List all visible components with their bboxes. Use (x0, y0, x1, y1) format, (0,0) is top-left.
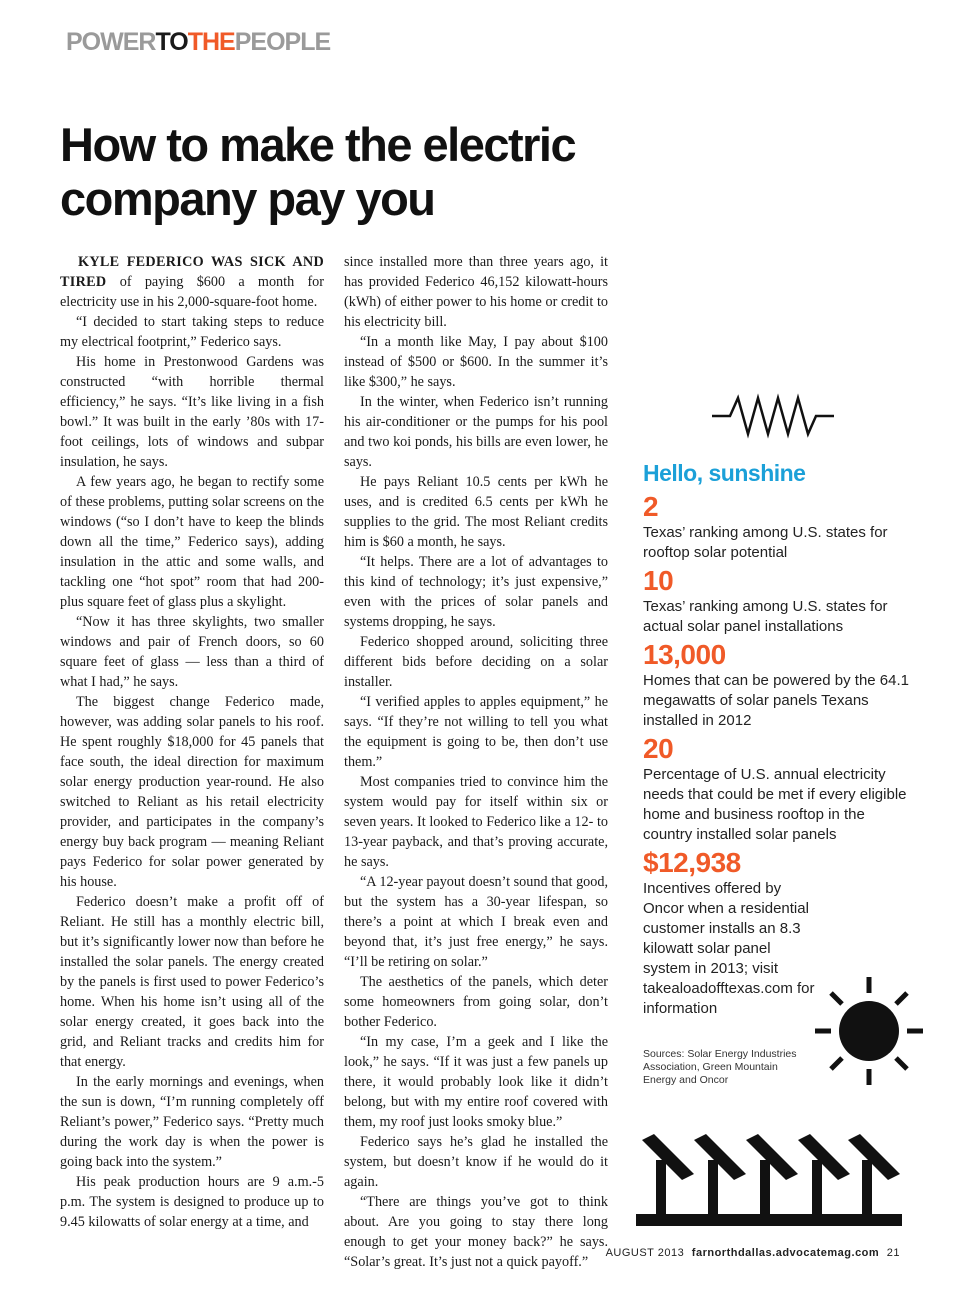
stat-description: Texas’ ranking among U.S. states for rooftop solar potential (643, 524, 888, 561)
paragraph: He pays Reliant 10.5 cents per kWh he uses, and is credited 6.5 cents per kWh he supplies to the grid. The most Reliant credits him is $60 a month, he says. (344, 474, 608, 550)
paragraph: Federico shopped around, soliciting three different bids before deciding on a solar installer. (344, 634, 608, 690)
paragraph: His home in Prestonwood Gardens was constructed “with horrible thermal efficiency,” he says. “It’s like living in a fish bowl.” It was built in the early ’80s with 17-foot ceilings, lots of windows and subpar insulation, he says. (60, 354, 324, 470)
sources-note: Sources: Solar Energy Industries Association, Green Mountain Energy and Oncor (643, 1048, 797, 1086)
paragraph: “It helps. There are a lot of advantages to this kind of technology; it’s just expensive,” even with the prices of solar panels and systems dropping, he says. (344, 554, 608, 630)
stat-item (643, 733, 913, 845)
lead-text: of paying $600 a month for electricity use in his 2,000-square-foot home. (60, 274, 324, 310)
stat-item (643, 565, 913, 637)
stat-value: 10 (643, 565, 674, 596)
paragraph: “Now it has three skylights, two smaller windows and pair of French doors, so 60 square feet of glass — less than a third of what I had,” he says. (60, 614, 324, 690)
paragraph: “There are things you’ve got to think about. Are you going to stay there long enough to get your money back?” he says. “Solar’s great. It’s just not a quick payoff.” (344, 1194, 608, 1270)
lead-in: KYLE FEDERICO WAS SICK AND TIRED (60, 254, 324, 290)
paragraph: His peak production hours are 9 a.m.-5 p.m. The system is designed to produce up to 9.45 kilowatts of solar energy at a time, and (60, 1174, 324, 1230)
article-column-1 (60, 252, 324, 1232)
paragraph: A few years ago, he began to rectify some of these problems, putting solar screens on the windows (“so I don’t have to keep the blinds down all the time,” Federico says), adding insulation in the attic and some walls, and tackling one “hot spot” room that had 200-plus square feet of glass plus a skylight. (60, 474, 324, 610)
issue-date: AUGUST 2013 (605, 1247, 685, 1259)
website-link[interactable]: farnorthdallas.advocatemag.com (691, 1247, 880, 1259)
solar-panels-icon (636, 1132, 902, 1228)
stat-value: 13,000 (643, 639, 726, 670)
resistor-icon (712, 392, 834, 440)
stat-value: 20 (643, 733, 674, 764)
stat-value: 2 (643, 491, 659, 522)
paragraph: “In my case, I’m a geek and I like the look,” he says. “If it was just a few panels up there, it would probably look like it didn’t belong, but with my entire roof covered with them, my roof just looks smoky blue.” (344, 1034, 608, 1130)
paragraph: The biggest change Federico made, however, was adding solar panels to his roof. He spent roughly $18,000 for 45 panels that face south, the ideal direction for maximum solar energy production year-round. He also switched to Reliant as his retail electricity provider, and participates in the company’s energy buy back program — meaning Reliant pays Federico for solar power generated by his house. (60, 694, 324, 890)
page-number: 21 (886, 1247, 900, 1259)
article-column-2 (344, 252, 608, 1272)
paragraph: In the early mornings and evenings, when the sun is down, “I’m running completely off Reliant’s power,” Federico says. “Pretty much during the work day is when the power is going back into the system.” (60, 1074, 324, 1170)
section-head-word: TO (155, 28, 188, 56)
paragraph: since installed more than three years ago, it has provided Federico 46,152 kilowatt-hours (kWh) of either power to his home or credit to his electricity bill. (344, 254, 608, 330)
section-head-word: POWER (66, 28, 156, 56)
paragraph: Federico says he’s glad he installed the system, but doesn’t know if he would do it again. (344, 1134, 608, 1190)
stat-description: Texas’ ranking among U.S. states for actual solar panel installations (643, 598, 888, 635)
paragraph: In the winter, when Federico isn’t running his air-conditioner or the pumps for his pool and two koi ponds, his bills are even lower, he says. (344, 394, 608, 470)
stat-value: $12,938 (643, 847, 741, 878)
section-head-word: PEOPLE (234, 28, 331, 56)
stat-description: Percentage of U.S. annual electricity needs that could be met if every eligible home and business rooftop in the country installed solar panels (643, 766, 907, 843)
stat-description: Homes that can be powered by the 64.1 megawatts of solar panels Texans installed in 2012 (643, 672, 910, 729)
sun-icon (814, 975, 924, 1087)
sidebar (643, 460, 913, 1021)
sidebar-title: Hello, sunshine (643, 460, 806, 486)
paragraph: Federico doesn’t make a profit off of Reliant. He still has a monthly electric bill, but it’s significantly lower now than before he installed the solar panels. The energy created by the panels is first used to power Federico’s home. When his home isn’t using all of the solar energy created, it goes back into the grid, and Reliant tracks and credits him for that energy. (60, 894, 324, 1070)
paragraph: The aesthetics of the panels, which deter some homeowners from going solar, don’t bother Federico. (344, 974, 608, 1030)
paragraph: “I verified apples to apples equipment,” he says. “If they’re not willing to tell you what the equipment is going to be, then don’t use them.” (344, 694, 608, 770)
stat-item (643, 639, 913, 731)
page-footer (602, 1247, 900, 1259)
section-head-word: THE (187, 28, 235, 56)
paragraph: “In a month like May, I pay about $100 instead of $500 or $600. In the summer it’s like $300,” he says. (344, 334, 608, 390)
lead-paragraph (60, 252, 324, 312)
headline: How to make the electric company pay you (60, 118, 576, 225)
paragraph: “A 12-year payout doesn’t sound that good, but the system has a 30-year lifespan, so there’s a point at which I break even and beyond that, it’s just free energy,” he says. “I’ll be retiring on solar.” (344, 874, 608, 970)
paragraph: Most companies tried to convince him the system would pay for itself within six or seven years. It looked to Federico like a 12- to 13-year payback, and that’s proving accurate, he says. (344, 774, 608, 870)
stat-description: Incentives offered by Oncor when a residential customer installs an 8.3 kilowatt solar panel system in 2013; visit takealoadofftexas.com for information (643, 880, 815, 1017)
paragraph: “I decided to start taking steps to reduce my electrical footprint,” Federico says. (60, 314, 324, 350)
section-head (66, 28, 330, 57)
stat-item (643, 491, 913, 563)
